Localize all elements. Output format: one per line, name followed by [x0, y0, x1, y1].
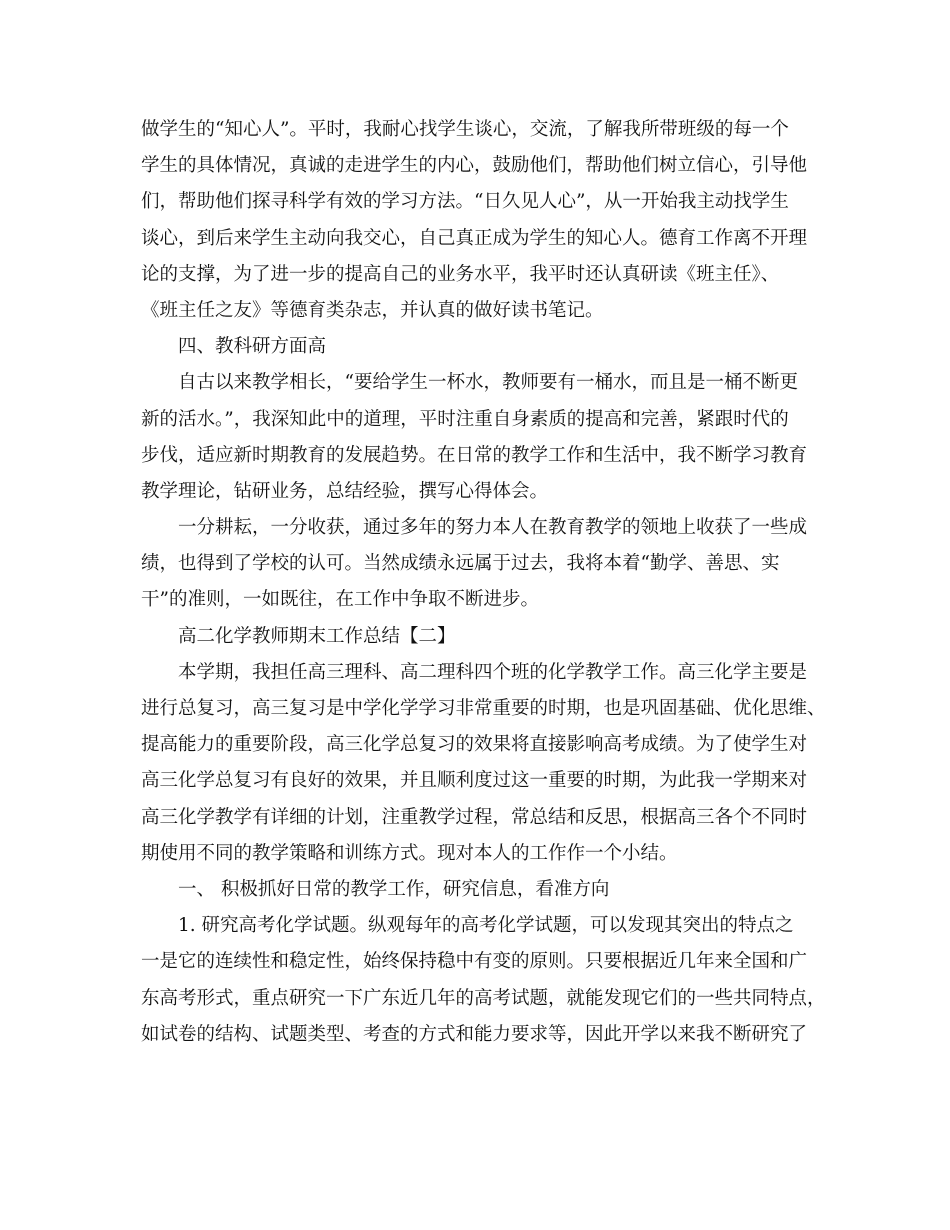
text-line: 进行总复习，高三复习是中学化学学习非常重要的时期，也是巩固基础、优化思维、 — [141, 698, 826, 719]
text-line: 一分耕耘，一分收获，通过多年的努力本人在教育教学的领地上收获了一些成 — [178, 517, 808, 539]
text-line: 《班主任之友》等德育类杂志，并认真的做好读书笔记。 — [141, 299, 604, 321]
text-line: 1. 研究高考化学试题。纵观每年的高考化学试题，可以发现其突出的特点之 — [178, 915, 794, 937]
text-line: 绩，也得到了学校的认可。当然成绩永远属于过去，我将本着“勤学、善思、实 — [141, 553, 780, 575]
text-line: 如试卷的结构、试题类型、考查的方式和能力要求等，因此开学以来我不断研究了 — [141, 1023, 808, 1045]
text-line: 提高能力的重要阶段，高三化学总复习的效果将直接影响高考成绩。为了使学生对 — [141, 734, 808, 756]
document-body — [141, 112, 831, 1053]
text-line: 东高考形式，重点研究一下广东近几年的高考试题，就能发现它们的一些共同特点， — [141, 987, 826, 1009]
text-line: 高三化学教学有详细的计划，注重教学过程，常总结和反思，根据高三各个不同时 — [141, 806, 808, 828]
text-line: 本学期，我担任高三理科、高二理科四个班的化学教学工作。高三化学主要是 — [178, 661, 808, 683]
text-line: 步伐，适应新时期教育的发展趋势。在日常的教学工作和生活中，我不断学习教育 — [141, 444, 808, 466]
section-heading: 高二化学教师期末工作总结【二】 — [178, 625, 456, 647]
text-line: 论的支撑，为了进一步的提高自己的业务水平，我平时还认真研读《班主任》、 — [141, 263, 780, 285]
text-line: 们，帮助他们探寻科学有效的学习方法。“日久见人心”，从一开始我主动找学生 — [141, 191, 789, 213]
text-line: 教学理论，钻研业务，总结经验，撰写心得体会。 — [141, 480, 549, 502]
text-line: 学生的具体情况，真诚的走进学生的内心，鼓励他们，帮助他们树立信心，引导他 — [141, 155, 808, 177]
text-line: 谈心，到后来学生主动向我交心，自己真正成为学生的知心人。德育工作离不开理 — [141, 227, 808, 249]
text-line: 自古以来教学相长，“要给学生一杯水，教师要有一桶水，而且是一桶不断更 — [178, 372, 798, 394]
text-line: 期使用不同的教学策略和训练方式。现对本人的工作作一个小结。 — [141, 842, 678, 864]
section-heading: 四、教科研方面高 — [178, 336, 327, 358]
text-line: 高三化学总复习有良好的效果，并且顺利度过这一重要的时期，为此我一学期来对 — [141, 770, 808, 792]
text-line: 干”的准则，一如既往，在工作中争取不断进步。 — [141, 589, 539, 611]
section-heading: 一、 积极抓好日常的教学工作，研究信息，看准方向 — [178, 878, 610, 900]
text-line: 一是它的连续性和稳定性，始终保持稳中有变的原则。只要根据近几年来全国和广 — [141, 951, 808, 973]
text-line: 做学生的“知心人”。平时，我耐心找学生谈心，交流，了解我所带班级的每一个 — [141, 119, 789, 140]
text-line: 新的活水。”，我深知此中的道理，平时注重自身素质的提高和完善，紧跟时代的 — [141, 408, 789, 430]
